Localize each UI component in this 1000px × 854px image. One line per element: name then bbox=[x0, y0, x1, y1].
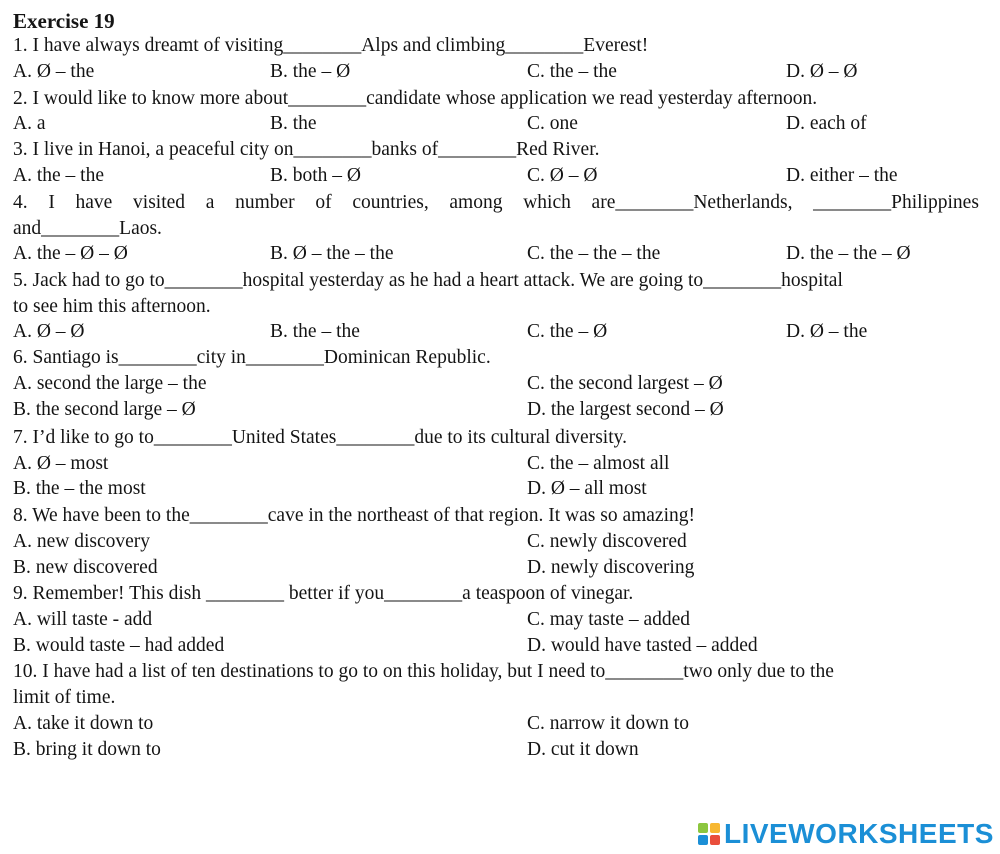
q9-option-a[interactable]: A. will taste - add bbox=[13, 609, 153, 630]
q5-option-b[interactable]: B. the – the bbox=[270, 321, 360, 342]
q5-option-a[interactable]: A. Ø – Ø bbox=[13, 321, 85, 342]
liveworksheets-logo bbox=[698, 818, 994, 850]
liveworksheets-logo-icon bbox=[698, 823, 720, 845]
q4-word: 4. bbox=[13, 192, 28, 213]
q4-word: of bbox=[315, 192, 332, 213]
question-5-line-2: to see him this afternoon. bbox=[13, 296, 211, 317]
q10-option-b[interactable]: B. bring it down to bbox=[13, 739, 161, 760]
q7-option-a[interactable]: A. Ø – most bbox=[13, 453, 109, 474]
question-3: 3. I live in Hanoi, a peaceful city on________banks of________Red River. bbox=[13, 139, 600, 160]
q4-word: have bbox=[75, 192, 113, 213]
q9-option-c[interactable]: C. may taste – added bbox=[527, 609, 690, 630]
logo-square bbox=[698, 823, 708, 833]
q4-word: which bbox=[523, 192, 571, 213]
question-2: 2. I would like to know more about________candidate whose application we read yesterday afternoon. bbox=[13, 88, 818, 109]
q7-option-c[interactable]: C. the – almost all bbox=[527, 453, 670, 474]
q1-option-c[interactable]: C. the – the bbox=[527, 61, 617, 82]
q3-option-a[interactable]: A. the – the bbox=[13, 165, 104, 186]
q1-option-d[interactable]: D. Ø – Ø bbox=[786, 61, 858, 82]
q10-option-d[interactable]: D. cut it down bbox=[527, 739, 639, 760]
q9-option-d[interactable]: D. would have tasted – added bbox=[527, 635, 758, 656]
question-5-line-1: 5. Jack had to go to________hospital yesterday as he had a heart attack. We are going to________hospital bbox=[13, 270, 843, 291]
question-8: 8. We have been to the________cave in the northeast of that region. It was so amazing! bbox=[13, 505, 695, 526]
question-6: 6. Santiago is________city in________Dominican Republic. bbox=[13, 347, 491, 368]
q1-option-a[interactable]: A. Ø – the bbox=[13, 61, 95, 82]
q2-option-c[interactable]: C. one bbox=[527, 113, 578, 134]
exercise-title: Exercise 19 bbox=[13, 9, 115, 33]
question-9: 9. Remember! This dish ________ better if you________a teaspoon of vinegar. bbox=[13, 583, 634, 604]
logo-square bbox=[710, 835, 720, 845]
q6-option-c[interactable]: C. the second largest – Ø bbox=[527, 373, 723, 394]
q5-option-c[interactable]: C. the – Ø bbox=[527, 321, 608, 342]
q4-option-c[interactable]: C. the – the – the bbox=[527, 243, 661, 264]
q8-option-c[interactable]: C. newly discovered bbox=[527, 531, 687, 552]
q4-word: a bbox=[205, 192, 215, 213]
q7-option-b[interactable]: B. the – the most bbox=[13, 478, 146, 499]
q3-option-d[interactable]: D. either – the bbox=[786, 165, 898, 186]
q4-option-d[interactable]: D. the – the – Ø bbox=[786, 243, 911, 264]
question-4-line-2: and________Laos. bbox=[13, 218, 162, 239]
q4-word: ________Philippines bbox=[813, 192, 979, 213]
q8-option-d[interactable]: D. newly discovering bbox=[527, 557, 695, 578]
logo-square bbox=[698, 835, 708, 845]
q2-option-a[interactable]: A. a bbox=[13, 113, 46, 134]
q2-option-b[interactable]: B. the bbox=[270, 113, 317, 134]
q5-option-d[interactable]: D. Ø – the bbox=[786, 321, 868, 342]
q4-word: visited bbox=[133, 192, 186, 213]
q8-option-a[interactable]: A. new discovery bbox=[13, 531, 151, 552]
q3-option-b[interactable]: B. both – Ø bbox=[270, 165, 362, 186]
q6-option-d[interactable]: D. the largest second – Ø bbox=[527, 399, 724, 420]
logo-square bbox=[710, 823, 720, 833]
q3-option-c[interactable]: C. Ø – Ø bbox=[527, 165, 598, 186]
q2-option-d[interactable]: D. each of bbox=[786, 113, 867, 134]
question-4-line-1 bbox=[13, 190, 979, 216]
q4-word: number bbox=[235, 192, 295, 213]
q10-option-c[interactable]: C. narrow it down to bbox=[527, 713, 689, 734]
q4-option-a[interactable]: A. the – Ø – Ø bbox=[13, 243, 128, 264]
question-10-line-2: limit of time. bbox=[13, 687, 116, 708]
q9-option-b[interactable]: B. would taste – had added bbox=[13, 635, 225, 656]
q7-option-d[interactable]: D. Ø – all most bbox=[527, 478, 647, 499]
q8-option-b[interactable]: B. new discovered bbox=[13, 557, 158, 578]
q4-option-b[interactable]: B. Ø – the – the bbox=[270, 243, 394, 264]
question-1: 1. I have always dreamt of visiting________Alps and climbing________Everest! bbox=[13, 35, 649, 56]
q6-option-b[interactable]: B. the second large – Ø bbox=[13, 399, 196, 420]
q6-option-a[interactable]: A. second the large – the bbox=[13, 373, 207, 394]
q10-option-a[interactable]: A. take it down to bbox=[13, 713, 154, 734]
question-7: 7. I’d like to go to________United States________due to its cultural diversity. bbox=[13, 427, 627, 448]
q1-option-b[interactable]: B. the – Ø bbox=[270, 61, 351, 82]
q4-word: among bbox=[449, 192, 503, 213]
q4-word: I bbox=[48, 192, 55, 213]
question-10-line-1: 10. I have had a list of ten destinations to go to on this holiday, but I need to________two only due to the bbox=[13, 661, 834, 682]
q4-word: are________Netherlands, bbox=[591, 192, 793, 213]
liveworksheets-wordmark: LIVEWORKSHEETS bbox=[724, 818, 994, 849]
q4-word: countries, bbox=[352, 192, 429, 213]
